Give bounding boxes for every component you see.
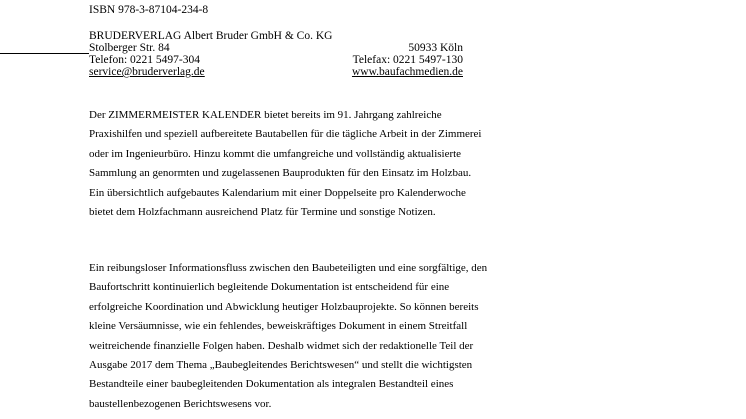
publisher-street: Stolberger Str. 84 (89, 42, 170, 54)
paragraph-line: Der ZIMMERMEISTER KALENDER bietet bereits im 91. Jahrgang zahlreiche (89, 109, 442, 121)
publisher-fax: Telefax: 0221 5497-130 (352, 54, 463, 66)
publisher-links-row (89, 66, 463, 78)
publisher-name: BRUDERVERLAG Albert Bruder GmbH & Co. KG (89, 30, 333, 42)
paragraph-line: Ausgabe 2017 dem Thema „Baubegleitendes Berichtswesen“ und stellt die wichtigsten (89, 358, 473, 371)
paragraph-line: Bestandteile einer baubegleitenden Dokumentation als integralen Bestandteil eines (89, 378, 454, 391)
email-link[interactable]: service@bruderverlag.de (89, 66, 205, 78)
paragraph-line: Praxishilfen und speziell aufbereitete Bautabellen für die tägliche Arbeit in der Zimmerei (89, 128, 482, 141)
website-link[interactable]: www.baufachmedien.de (351, 66, 463, 78)
publisher-contact-row (89, 54, 463, 66)
paragraph-line: Baufortschritt kontinuierlich begleitende Dokumentation ist entscheidend für eine (89, 281, 450, 294)
paragraph-2 (89, 259, 559, 414)
paragraph-line: Ein übersichtlich aufgebautes Kalendarium mit einer Doppelseite pro Kalenderwoche (89, 186, 466, 199)
isbn: ISBN 978-3-87104-234-8 (89, 4, 209, 16)
publisher-block (89, 30, 463, 78)
publisher-address-row (89, 42, 463, 54)
paragraph-line: Ein reibungsloser Informationsfluss zwischen den Baubeteiligten und eine sorgfältige, den (89, 262, 488, 274)
paragraph-1 (89, 106, 559, 222)
publisher-name-row (89, 30, 463, 42)
paragraph-line: erfolgreiche Koordination und Abwicklung heutiger Holzbauprojekte. So können bereits (89, 300, 479, 313)
paragraph-line: bietet dem Holzfachmann ausreichend Platz für Termine und sonstige Notizen. (89, 205, 436, 218)
paragraph-line: weitreichende finanzielle Folgen haben. Deshalb widmet sich der redaktionelle Teil der (89, 339, 474, 352)
publisher-phone: Telefon: 0221 5497-304 (89, 54, 200, 66)
publisher-city: 50933 Köln (408, 42, 463, 54)
horizontal-rule (0, 53, 89, 54)
paragraph-line: Sammlung an genormten und zugelassenen Bauprodukten für den Einsatz im Holzbau. (89, 167, 472, 180)
paragraph-line: baustellenbezogenen Berichtswesens vor. (89, 397, 272, 410)
paragraph-line: oder im Ingenieurbüro. Hinzu kommt die umfangreiche und vollständig aktualisierte (89, 147, 462, 160)
paragraph-line: kleine Versäumnisse, wie ein fehlendes, beweiskräftiges Dokument in einem Streitfall (89, 320, 468, 333)
